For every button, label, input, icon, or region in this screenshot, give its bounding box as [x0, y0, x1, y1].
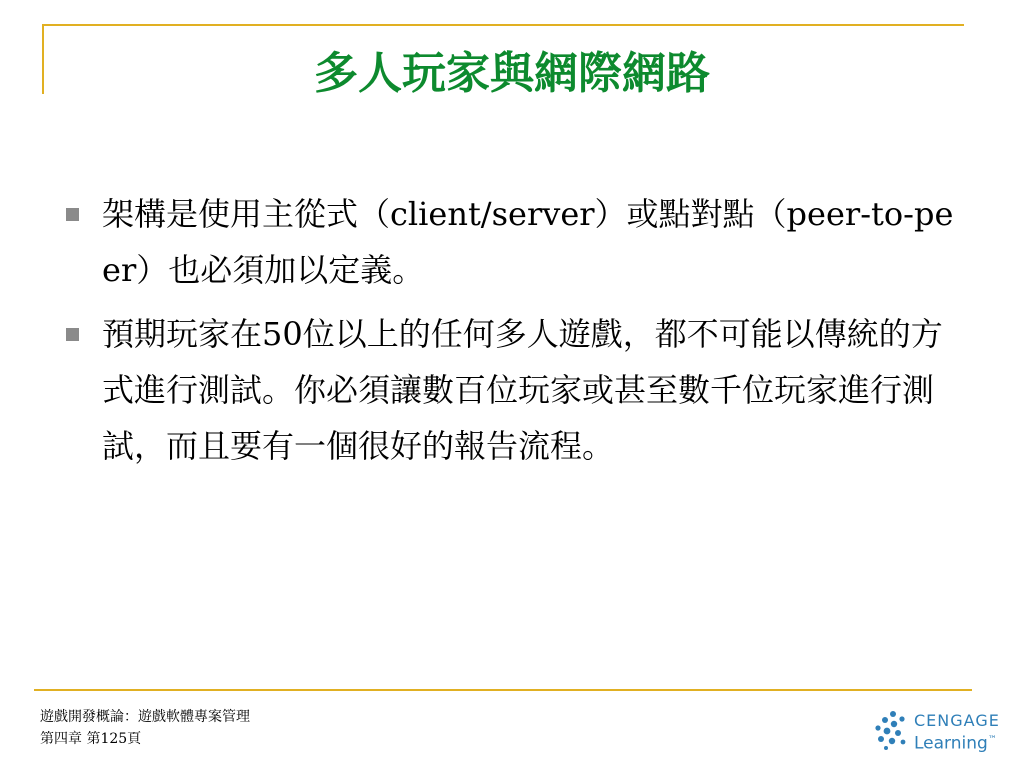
bullet-list: [66, 186, 966, 482]
footer-page-number: 第四章 第125頁: [40, 731, 142, 747]
footer: [40, 706, 250, 750]
bullet-item: [66, 186, 966, 298]
bullet-square-icon: [66, 328, 79, 341]
top-rule: [42, 24, 964, 26]
bottom-rule: [34, 689, 972, 691]
slide-title: 多人玩家與網際網路: [314, 48, 710, 99]
bullet-text: 預期玩家在50位以上的任何多人遊戲，都不可能以傳統的方式進行測試。你必須讓數百位玩家或甚至數千位玩家進行測試，而且要有一個很好的報告流程。: [102, 315, 943, 465]
bullet-text: 架構是使用主從式（client/server）或點對點（peer-to-peer）也必須加以定義。: [102, 195, 954, 289]
cengage-dots-icon: [872, 710, 912, 750]
bullet-square-icon: [66, 208, 79, 221]
logo-wordmark: [914, 712, 1000, 754]
logo-trademark: ™: [987, 735, 997, 745]
logo-learning-text: Learning: [914, 733, 988, 754]
footer-book-title: 遊戲開發概論：遊戲軟體專案管理: [40, 709, 250, 725]
bullet-item: [66, 306, 966, 474]
logo-line-learning: [914, 730, 1000, 754]
logo-line-cengage: CENGAGE: [914, 711, 1000, 730]
cengage-logo: [872, 710, 1012, 754]
